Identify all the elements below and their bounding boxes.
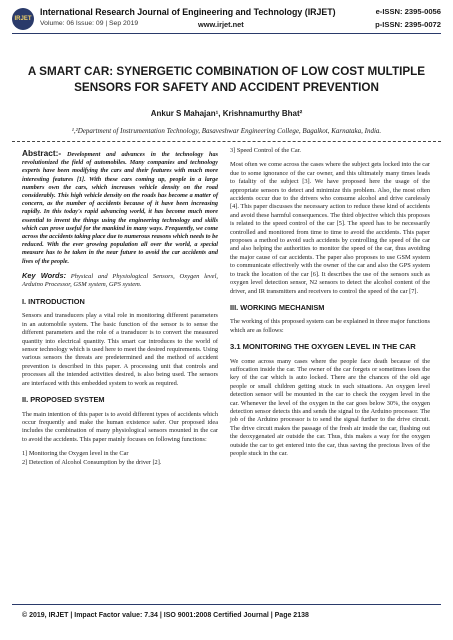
function-list-item-1: 1] Monitoring the Oxygen level in the Car — [22, 450, 129, 458]
separator-rule — [12, 141, 441, 142]
journal-name: International Research Journal of Engineering and Technology (IRJET) — [40, 7, 336, 17]
page-footer: © 2019, IRJET | Impact Factor value: 7.34 | ISO 9001:2008 Certified Journal | Page 2138 — [22, 612, 309, 619]
keywords — [22, 272, 218, 290]
header-rule — [12, 33, 441, 34]
title-line-1: A SMART CAR: SYNERGETIC COMBINATION OF LOW COST MULTIPLE — [27, 65, 426, 78]
introduction-text: Sensors and transducers play a vital role in monitoring different parameters in an automobile system. The basic function of the sensor is to sense the different parameters and the role of a transducer is to convert the measured quantity into electrical quantity. This smart car introduces to the world of sensor technology which is used here to meet the desired requirements. Using various sensors the threats are predetermined and the method of accident prevention is described in this paper. A processing unit that controls and processes all the intended activities desired, is also being used. The sensors are interfaced with this embedded system to work as required. — [22, 312, 218, 387]
abstract — [22, 149, 218, 266]
working-mechanism-text: The working of this proposed system can be explained in three major functions which are as follows: — [230, 318, 430, 334]
right-column — [230, 147, 430, 464]
keywords-label: Key Words: — [22, 270, 67, 280]
footer-rule — [12, 604, 441, 605]
left-column — [22, 149, 218, 467]
working-mechanism-heading: III. WORKING MECHANISM — [230, 302, 325, 312]
title-line-2: SENSORS FOR SAFETY AND ACCIDENT PREVENTION — [74, 81, 379, 94]
oxygen-monitoring-heading: 3.1 MONITORING THE OXYGEN LEVEL IN THE CAR — [230, 342, 416, 352]
irjet-logo: IRJET — [12, 8, 34, 30]
paper-title — [20, 64, 433, 96]
affiliation: ¹,²Department of Instrumentation Technology, Basaveshwar Engineering College, Bagalkot, Karnataka, India. — [71, 127, 382, 135]
abstract-text: Development and advances in the technology has revolutionized the field of automobiles. Many companies and technology experts have been modifying the cars and their features with much more interesting features [1]. With these cars coming up, people in a large numbers own the cars, which increases vehicle density on the road considerably. This high vehicle density on the roads has become a matter of concern, as the number of accidents because of it have been increasing rapidly. In this today's rapid advancing world, it has become much more essential to invent the things using the engineering technology and skills which can prove useful for the mankind in many ways. Frequently, we come across the accidents taking place due to numerous reasons which needs to be reduced. With the ever growing population all over the world, a special measure has to be taken in the near future to avoid the car accidents and lives of the people. — [22, 151, 218, 265]
proposed-system-heading: II. PROPOSED SYSTEM — [22, 395, 105, 405]
authors: Ankur S Mahajan¹, Krishnamurthy Bhat² — [150, 109, 303, 118]
volume-issue: Volume: 06 Issue: 09 | Sep 2019 — [40, 20, 139, 27]
journal-website: www.irjet.net — [198, 20, 244, 29]
abstract-label: Abstract:- — [22, 148, 62, 158]
function-list-item-3: 3] Speed Control of the Car. — [230, 147, 302, 154]
e-issn: e-ISSN: 2395-0056 — [375, 7, 441, 16]
proposed-system-text: The main intention of this paper is to avoid different types of accidents which occur frequently and make the human existence safer. Our proposed idea includes the combination of many physiological sensors mounted in the car to avoid the accidents. This paper mainly focuses on following functions: — [22, 410, 218, 443]
keywords-text: Physical and Physiological Sensors, Oxygen level, Arduino Processor, GSM system, GPS system. — [22, 272, 219, 289]
p-issn: p-ISSN: 2395-0072 — [375, 20, 441, 29]
introduction-heading: I. INTRODUCTION — [22, 297, 85, 307]
oxygen-monitoring-text: We come across many cases where the people face death because of the suffocation inside the car. The owner of the car forgets or sometimes loses the key of the car which is auto locked. There are the chances of the old age people or small children getting stuck in such situations. An oxygen level detection sensor will be mounted in the car to check the oxygen level in the car. Whenever the level of the oxygen in the car goes below 30%, the oxygen detection sensor detects this and sends the signal to the Arduino processor. The job of the Arduino processor is to send the signal further to the drive circuit. The drive circuit makes the passage of the fresh air inside the car, flushing out the deoxygenated air outside the car. Thus, this makes a way for the oxygen outside the car to get entered into the car, thus saving the precious lives of the people stuck in the car. — [230, 357, 430, 457]
objectives-paragraph: Most often we come across the cases where the subject gets locked into the car due to some ignorance of the car owner, and this ultimately many times leads to fatality of the subject [3]. We have proposed here the usage of the appropriate sensors to detect and minimize this problem. Also, the most often accidents occur due to the drivers who consume alcohol and drive carelessly [4]. This paper discusses the necessary action to reduce these kind of accidents and avoid these harmful consequences. The third objective which this proposes is related to the speed control of the car [5]. The speed has to be necessarily controlled and monitored from time to time to avoid the accidents. This paper proposes a method to avoid such accidents by controlling the speed of the car and also helping the authorities to monitor the speed of the car, thus avoiding the major cause of car accidents. The paper also proposes to use GSM system to communicate effectively with the owner of the car and also the GPS system to track the location of the car [6]. It describes the use of the sensors such as oxygen level detection sensor, N2 sensors to detect the alcohol content of the driver, and IR transmitters and receivers to control the speed of the car [7]. — [230, 161, 430, 295]
function-list-item-2: 2] Detection of Alcohol Consumption by the driver [2]. — [22, 458, 162, 466]
